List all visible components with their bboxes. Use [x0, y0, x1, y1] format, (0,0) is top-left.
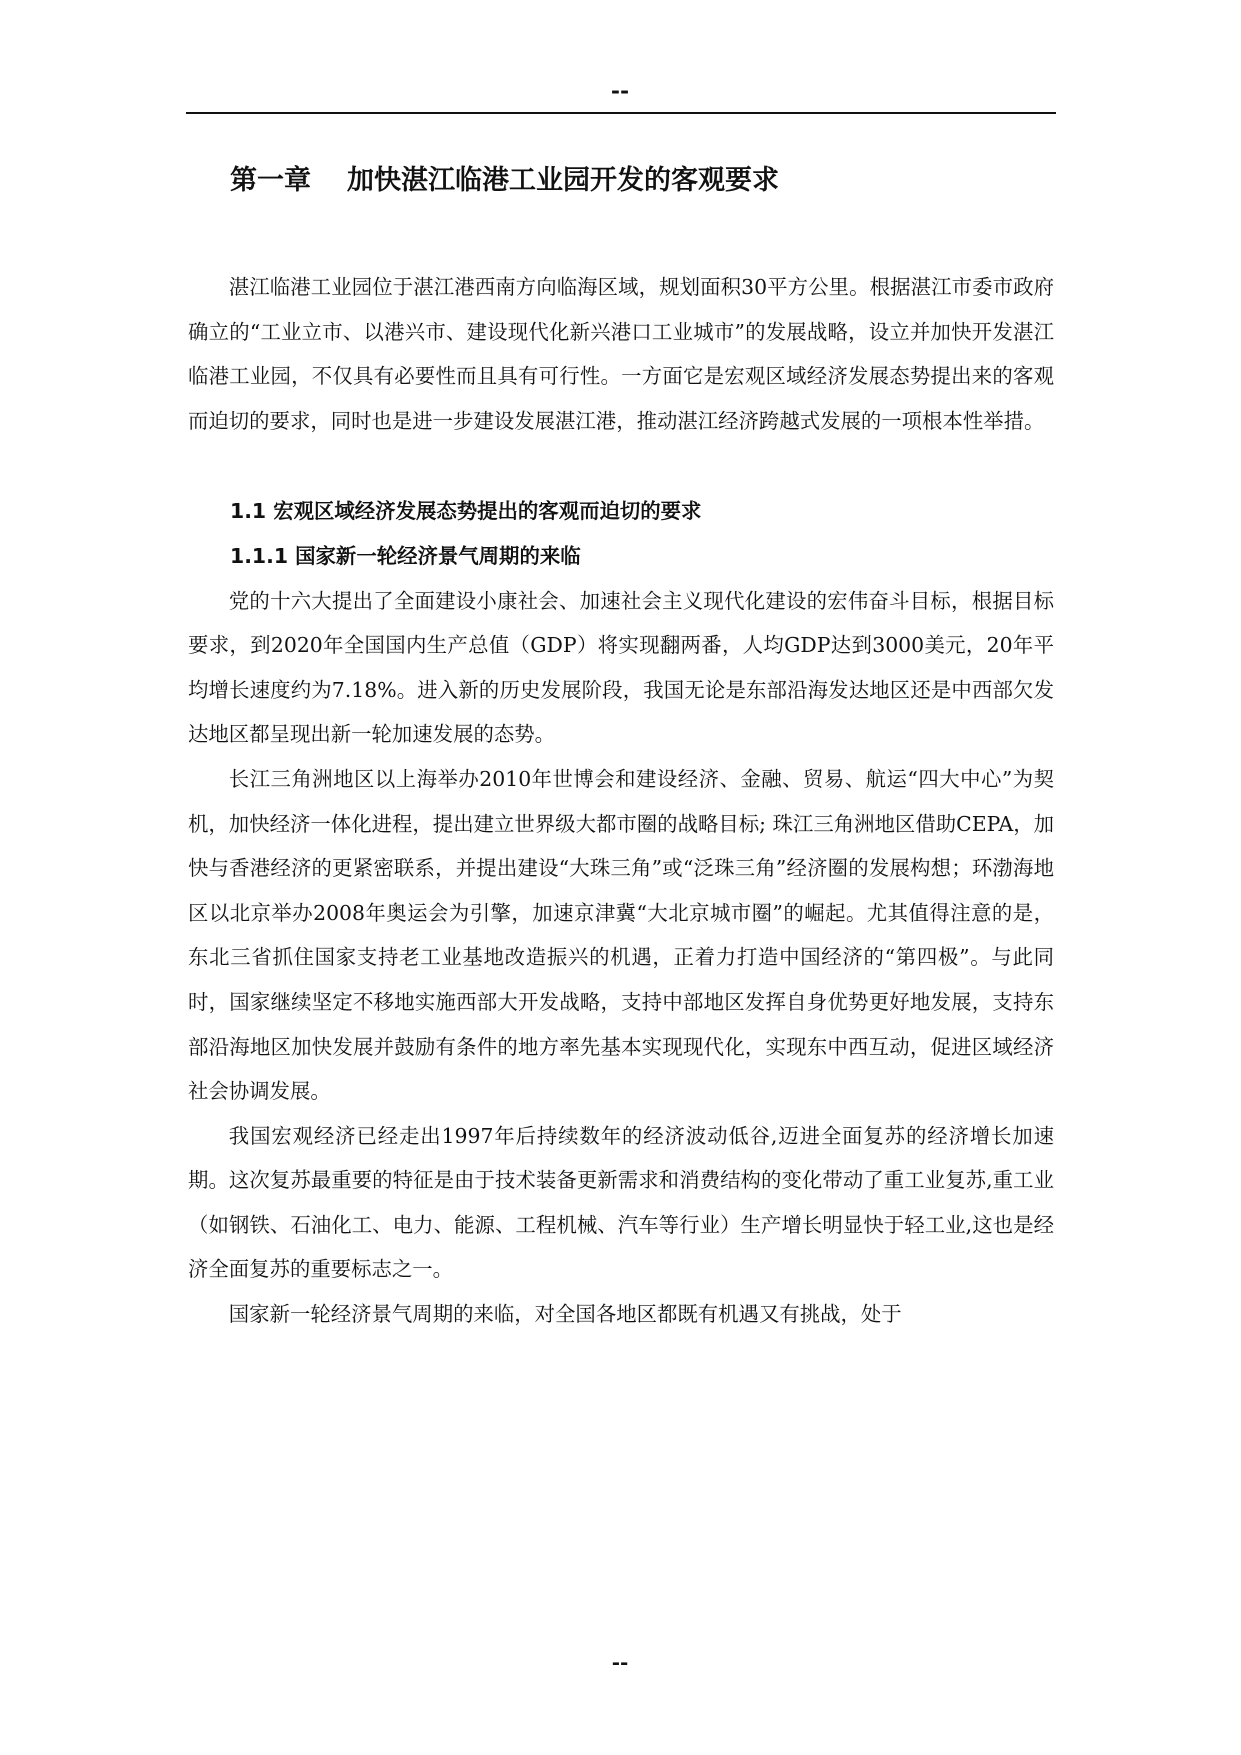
page-footer-mark: --	[611, 1650, 629, 1674]
header-divider	[186, 112, 1056, 114]
page-header-mark: --	[610, 78, 630, 104]
chapter-number: 第一章	[230, 165, 311, 196]
body-paragraph: 党的十六大提出了全面建设小康社会、加速社会主义现代化建设的宏伟奋斗目标，根据目标要求，到2020年全国国内生产总值（GDP）将实现翻两番，人均GDP达到3000美元，20年平均增长速度约为7.18%。进入新的历史发展阶段，我国无论是东部沿海发达地区还是中西部欠发达地区都呈现出新一轮加速发展的态势。	[188, 588, 1054, 747]
intro-paragraph: 湛江临港工业园位于湛江港西南方向临海区域，规划面积30平方公里。根据湛江市委市政府确立的“工业立市、以港兴市、建设现代化新兴港口工业城市”的发展战略，设立并加快开发湛江临港工业园，不仅具有必要性而且具有可行性。一方面它是宏观区域经济发展态势提出来的客观而迫切的要求，同时也是进一步建设发展湛江港，推动湛江经济跨越式发展的一项根本性举措。	[188, 275, 1054, 433]
body-content	[188, 265, 1054, 1337]
section-heading-1-1: 1.1 宏观区域经济发展态势提出的客观而迫切的要求	[230, 499, 702, 524]
chapter-title	[230, 163, 779, 199]
body-paragraph: 我国宏观经济已经走出1997年后持续数年的经济波动低谷,迈进全面复苏的经济增长加速期。这次复苏最重要的特征是由于技术装备更新需求和消费结构的变化带动了重工业复苏,重工业（如钢铁、石油化工、电力、能源、工程机械、汽车等行业）生产增长明显快于轻工业,这也是经济全面复苏的重要标志之一。	[188, 1123, 1054, 1282]
section-heading-1-1-1: 1.1.1 国家新一轮经济景气周期的来临	[230, 543, 581, 568]
body-paragraph: 国家新一轮经济景气周期的来临，对全国各地区都既有机遇又有挑战，处于	[228, 1302, 902, 1327]
body-paragraph: 长江三角洲地区以上海举办2010年世博会和建设经济、金融、贸易、航运“四大中心”为契机，加快经济一体化进程，提出建立世界级大都市圈的战略目标; 珠江三角洲地区借助CEPA，加快与香港经济的更紧密联系，并提出建设“大珠三角”或“泛珠三角”经济圈的发展构想；环渤海地区以北京举办2008年奥运会为引擎，加速京津冀“大北京城市圈”的崛起。尤其值得注意的是，东北三省抓住国家支持老工业基地改造振兴的机遇，正着力打造中国经济的“第四极”。与此同时，国家继续坚定不移地实施西部大开发战略，支持中部地区发挥自身优势更好地发展，支持东部沿海地区加快发展并鼓励有条件的地方率先基本实现现代化，实现东中西互动，促进区域经济社会协调发展。	[188, 766, 1054, 1104]
chapter-title-text: 加快湛江临港工业园开发的客观要求	[347, 165, 779, 196]
